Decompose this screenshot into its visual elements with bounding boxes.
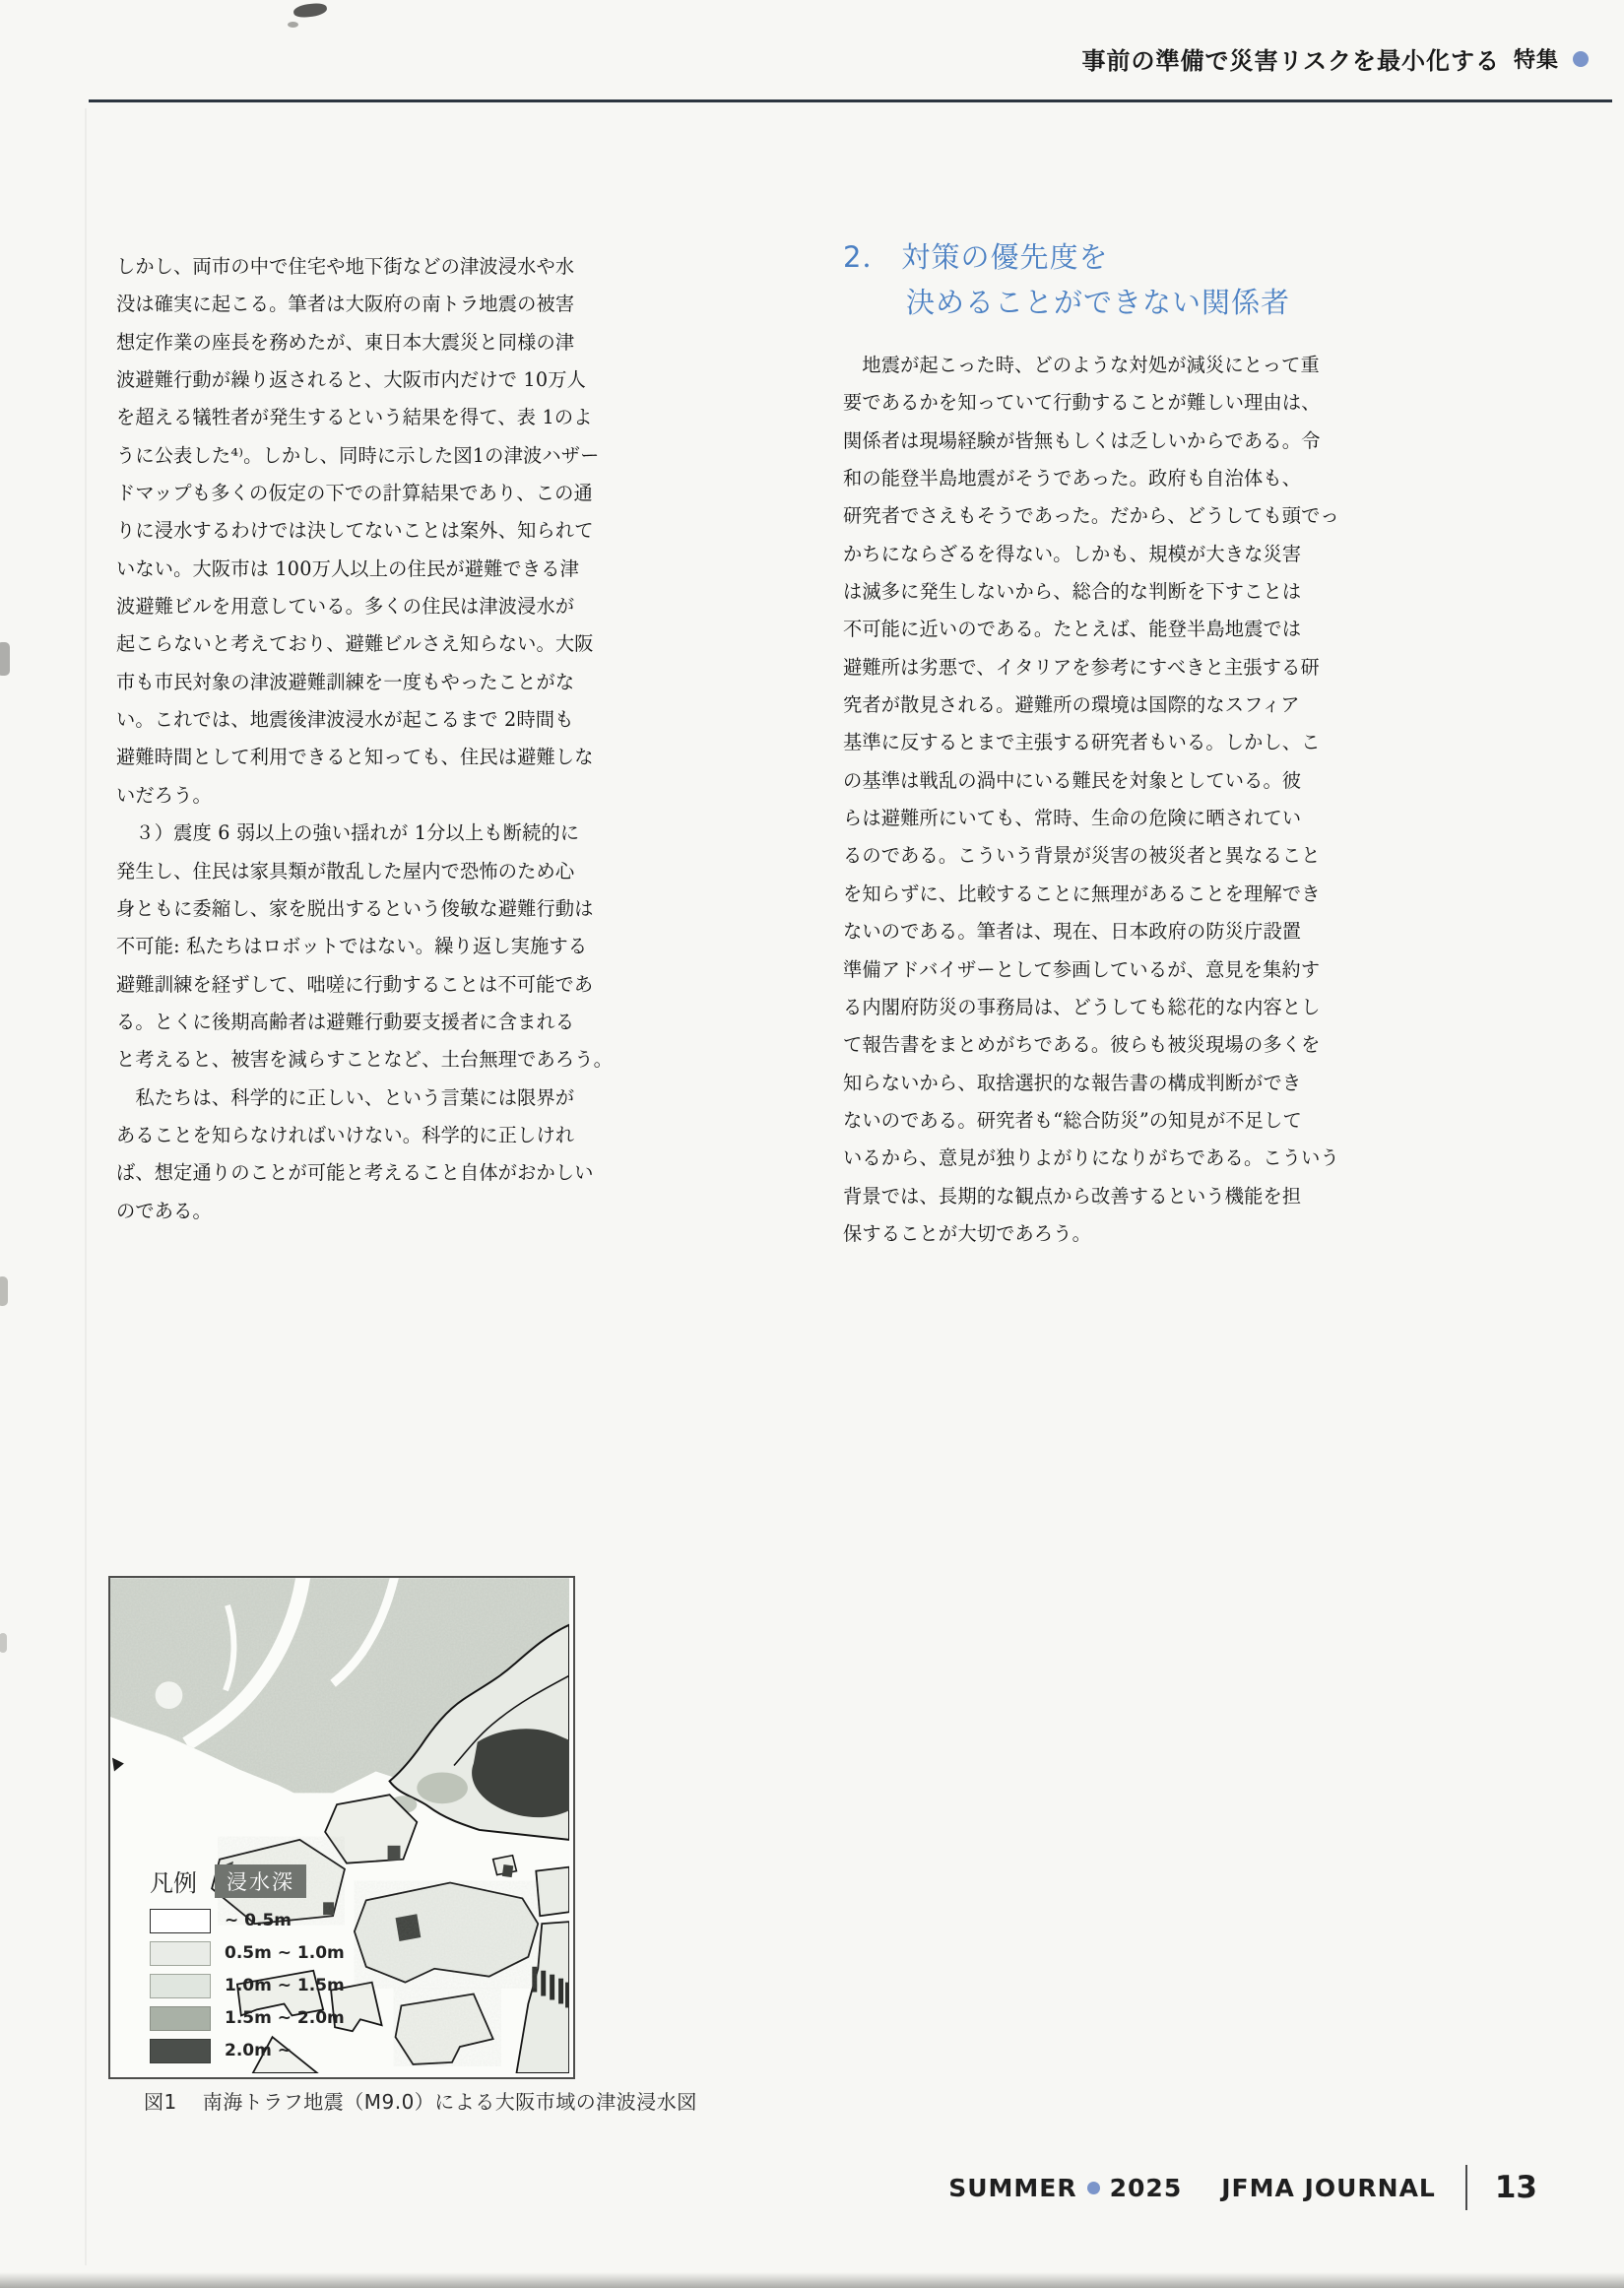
text-line: ないのである。筆者は、現在、日本政府の防災庁設置 [843,920,1302,944]
header-strap-title: 事前の準備で災害リスクを最小化する [1081,47,1500,75]
scan-artifact [0,1633,7,1653]
legend-item [150,2005,345,2031]
scan-bottom-shadow [0,2272,1624,2288]
text-line: 保することが大切であろう。 [843,1221,1092,1245]
text-line: いだろう。 [116,783,212,807]
figure-caption [144,2086,697,2115]
legend-label: 1.5m ~ 2.0m [225,2008,345,2028]
text-line: を超える犠牲者が発生するという結果を得て、表 1のよ [116,406,593,429]
text-line: の基準は戦乱の渦中にいる難民を対象としている。彼 [843,768,1302,792]
text-line: を知らずに、比較することに無理があることを理解でき [843,882,1321,905]
text-line: 想定作業の座長を務めたが、東日本大震災と同様の津 [116,330,575,354]
header-feature-tag: 特集 [1513,48,1559,73]
text-line: 発生し、住民は家具類が散乱した屋内で恐怖のため心 [116,859,575,883]
text-line: しかし、両市の中で住宅や地下街などの津波浸水や水 [116,255,575,278]
page-footer [948,2163,1537,2212]
legend-swatch [150,1909,211,1933]
scan-artifact [288,22,298,28]
legend-depth-label: 浸水深 [215,1864,306,1898]
text-line: りに浸水するわけでは決してないことは案外、知られて [116,519,594,543]
page-gutter-shadow [85,108,87,2265]
text-line: 知らないから、取捨選択的な報告書の構成判断ができ [843,1071,1302,1094]
text-line: 準備アドバイザーとして参画しているが、意見を集約す [843,957,1321,981]
text-line: る内閣府防災の事務局は、どうしても総花的な内容とし [843,995,1321,1018]
legend-title: 凡例 [150,1869,197,1897]
text-line: 没は確実に起こる。筆者は大阪府の南トラ地震の被害 [116,293,575,316]
legend-item [150,2038,345,2063]
text-line: る。とくに後期高齢者は避難行動要支援者に含まれる [116,1010,575,1033]
scan-artifact [0,642,10,676]
text-line: ３）震度 6 弱以上の強い揺れが 1分以上も断続的に [116,821,580,845]
right-text-column [843,347,1339,1253]
legend-item [150,1908,345,1933]
legend-item [150,1940,345,1966]
text-line: と考えると、被害を減らすことなど、土台無理であろう。 [116,1048,614,1072]
section-heading-line1 [843,234,1290,280]
figure-caption-text: 南海トラフ地震（M9.0）による大阪市域の津波浸水図 [202,2090,697,2114]
page-header [1081,41,1589,76]
text-line: 避難訓練を経ずして、咄嗟に行動することは不可能であ [116,972,594,996]
text-line: 基準に反するとまで主張する研究者もいる。しかし、こ [843,731,1321,754]
text-line: ドマップも多くの仮定の下での計算結果であり、この通 [116,482,593,505]
text-line: 身ともに委縮し、家を脱出するという俊敏な避難行動は [116,896,594,920]
text-line: 波避難行動が繰り返されると、大阪市内だけで 10万人 [116,368,587,392]
legend-label: 2.0m ~ [225,2041,292,2060]
text-line: 起こらないと考えており、避難ビルさえ知らない。大阪 [116,632,594,656]
legend-swatch [150,1941,211,1966]
footer-accent-dot-icon [1087,2182,1100,2194]
text-line: 私たちは、科学的に正しい、という言葉には限界が [116,1085,575,1109]
text-line: 市も市民対象の津波避難訓練を一度もやったことがな [116,670,575,693]
text-line: 不可能: 私たちはロボットではない。繰り返し実施する [116,935,588,958]
legend-label: 0.5m ~ 1.0m [225,1943,345,1963]
footer-divider [1465,2165,1467,2210]
text-line: 背景では、長期的な観点から改善するという機能を担 [843,1184,1302,1208]
legend-swatch [150,2039,211,2063]
header-rule [89,99,1612,102]
legend-label: 1.0m ~ 1.5m [225,1976,345,1995]
text-line: のである。 [116,1199,212,1222]
figure-caption-label: 図1 [144,2090,177,2114]
text-line: ば、想定通りのことが可能と考えること自体がおかしい [116,1161,594,1185]
text-line: うに公表した⁴⁾。しかし、同時に示した図1の津波ハザー [116,443,600,467]
legend-label: ~ 0.5m [225,1911,292,1930]
text-line: て報告書をまとめがちである。彼らも被災現場の多くを [843,1033,1321,1057]
text-line: ないのである。研究者も“総合防災”の知見が不足して [843,1108,1302,1132]
section-heading [843,234,1290,325]
left-text-column [116,248,614,1230]
text-line: あることを知らなければいけない。科学的に正しけれ [116,1123,575,1146]
tsunami-map-figure [108,1576,575,2079]
section-title-part1: 対策の優先度を [901,240,1109,274]
text-line: 要であるかを知っていて行動することが難しい理由は、 [843,391,1321,415]
text-line: 和の能登半島地震がそうであった。政府も自治体も、 [843,467,1302,490]
footer-journal-name: JFMA JOURNAL [1221,2173,1436,2202]
footer-season: SUMMER [948,2173,1077,2202]
text-line: は滅多に発生しないから、総合的な判断を下すことは [843,580,1302,604]
map-legend [150,1863,345,2070]
footer-page-number: 13 [1494,2170,1537,2205]
text-line: 不可能に近いのである。たとえば、能登半島地震では [843,618,1302,641]
legend-swatch [150,2006,211,2031]
text-line: 関係者は現場経験が皆無もしくは乏しいからである。令 [843,428,1321,452]
scan-artifact [0,1276,8,1306]
scan-artifact [292,2,327,20]
text-line: 研究者でさえもそうであった。だから、どうしても頭でっ [843,504,1339,528]
header-accent-dot-icon [1573,51,1589,67]
text-line: るのである。こういう背景が災害の被災者と異なること [843,844,1321,868]
text-line: 究者が散見される。避難所の環境は国際的なスフィア [843,693,1300,717]
legend-item [150,1973,345,1998]
legend-header [150,1863,345,1898]
section-number: 2． [843,240,892,274]
text-line: かちにならざるを得ない。しかも、規模が大きな災害 [843,542,1302,565]
text-line: 地震が起こった時、どのような対処が減災にとって重 [843,354,1320,376]
legend-swatch [150,1974,211,1998]
footer-year: 2025 [1109,2173,1183,2202]
section-title-part2: 決めることができない関係者 [906,286,1291,319]
text-line: 避難所は劣悪で、イタリアを参考にすべきと主張する研 [843,655,1320,679]
text-line: 波避難ビルを用意している。多くの住民は津波浸水が [116,595,575,619]
text-line: いるから、意見が独りよがりになりがちである。こういう [843,1146,1339,1170]
text-line: らは避難所にいても、常時、生命の危険に晒されてい [843,807,1302,830]
text-line: 避難時間として利用できると知っても、住民は避難しな [116,746,594,769]
text-line: い。これでは、地震後津波浸水が起こるまで 2時間も [116,708,574,732]
text-line: いない。大阪市は 100万人以上の住民が避難できる津 [116,556,580,580]
